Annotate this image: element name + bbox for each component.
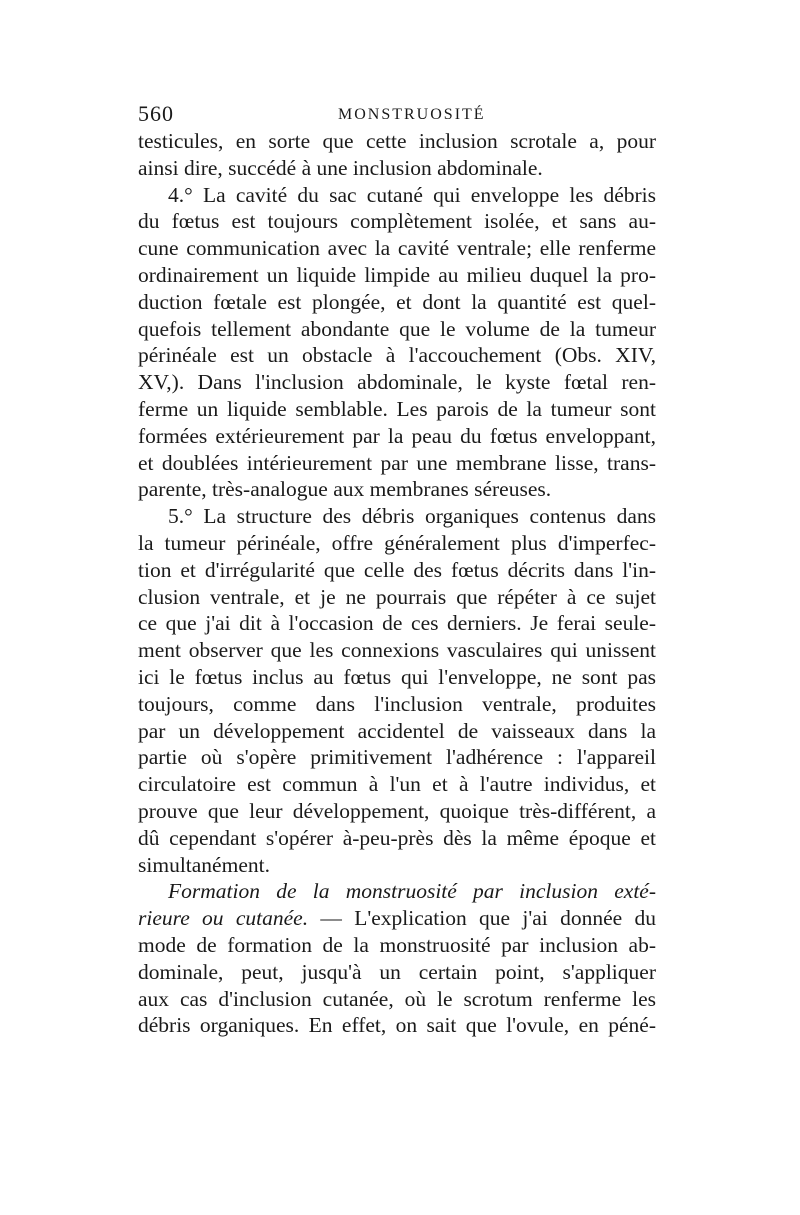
text-line: testicules, en sorte que cette inclusion scrotale a, pour	[138, 129, 656, 153]
text-line: tion et d'irrégularité que celle des fœtus décrits dans l'in-	[138, 557, 656, 582]
text-line: et doublées intérieurement par une membrane lisse, trans-	[138, 450, 656, 475]
body-text	[138, 128, 656, 1039]
text-line: du fœtus est toujours complètement isolée, et sans au-	[138, 209, 656, 234]
section-heading-line: rieure ou cutanée. — L'explication que j'ai donnée du	[138, 906, 656, 931]
text-line: dominale, peut, jusqu'à un certain point, s'appliquer	[138, 959, 656, 984]
section-heading-line	[138, 878, 656, 905]
text-line: XV,). Dans l'inclusion abdominale, le kyste fœtal ren-	[138, 370, 656, 395]
text-line: ainsi dire, succédé à une inclusion abdominale.	[138, 155, 543, 180]
text-line: clusion ventrale, et je ne pourrais que répéter à ce sujet	[138, 584, 656, 609]
text-line: toujours, comme dans l'inclusion ventrale, produites	[138, 691, 656, 716]
text-line: partie où s'opère primitivement l'adhérence : l'appareil	[138, 745, 656, 770]
section-heading-continued: rieure ou cutanée.	[138, 906, 309, 931]
text-line: quefois tellement abondante que le volume de la tumeur	[138, 316, 656, 341]
text-line: débris organiques. En effet, on sait que l'ovule, en péné-	[138, 1013, 656, 1038]
paragraph-4-start: 4.° La cavité du sac cutané qui enveloppe les débris	[168, 182, 656, 207]
paragraph-5-start: 5.° La structure des débris organiques contenus dans	[168, 504, 656, 529]
text-line: aux cas d'inclusion cutanée, où le scrotum renferme les	[138, 986, 656, 1011]
text-line: mode de formation de la monstruosité par inclusion ab-	[138, 932, 656, 957]
section-heading: Formation de la monstruosité par inclusion exté-	[168, 879, 656, 904]
text-line: formées extérieurement par la peau du fœtus enveloppant,	[138, 423, 656, 448]
page-header	[138, 100, 656, 130]
text-line: cune communication avec la cavité ventrale; elle renferme	[138, 236, 656, 261]
text-line: ordinairement un liquide limpide au milieu duquel la pro-	[138, 262, 656, 287]
text-line: ferme un liquide semblable. Les parois de la tumeur sont	[138, 396, 656, 421]
text-line: prouve que leur développement, quoique très-différent, a	[138, 798, 656, 823]
text-line: périnéale est un obstacle à l'accouchement (Obs. XIV,	[138, 343, 656, 368]
text-line: ment observer que les connexions vasculaires qui unissent	[138, 638, 656, 663]
text-line: parente, très-analogue aux membranes séreuses.	[138, 477, 552, 502]
text-line: par un développement accidentel de vaisseaux dans la	[138, 718, 656, 743]
page-number: 560	[138, 101, 174, 126]
text-line: ici le fœtus inclus au fœtus qui l'enveloppe, ne sont pas	[138, 664, 656, 689]
text-line: duction fœtale est plongée, et dont la quantité est quel-	[138, 289, 656, 314]
text-line: ce que j'ai dit à l'occasion de ces derniers. Je ferai seule-	[138, 611, 656, 636]
text-line: circulatoire est commun à l'un et à l'autre individus, et	[138, 772, 656, 797]
text-line: dû cependant s'opérer à-peu-près dès la même époque et	[138, 825, 656, 850]
text-line: la tumeur périnéale, offre généralement plus d'imperfec-	[138, 530, 656, 555]
text-line: simultanément.	[138, 852, 270, 877]
running-title: MONSTRUOSITÉ	[338, 106, 486, 123]
